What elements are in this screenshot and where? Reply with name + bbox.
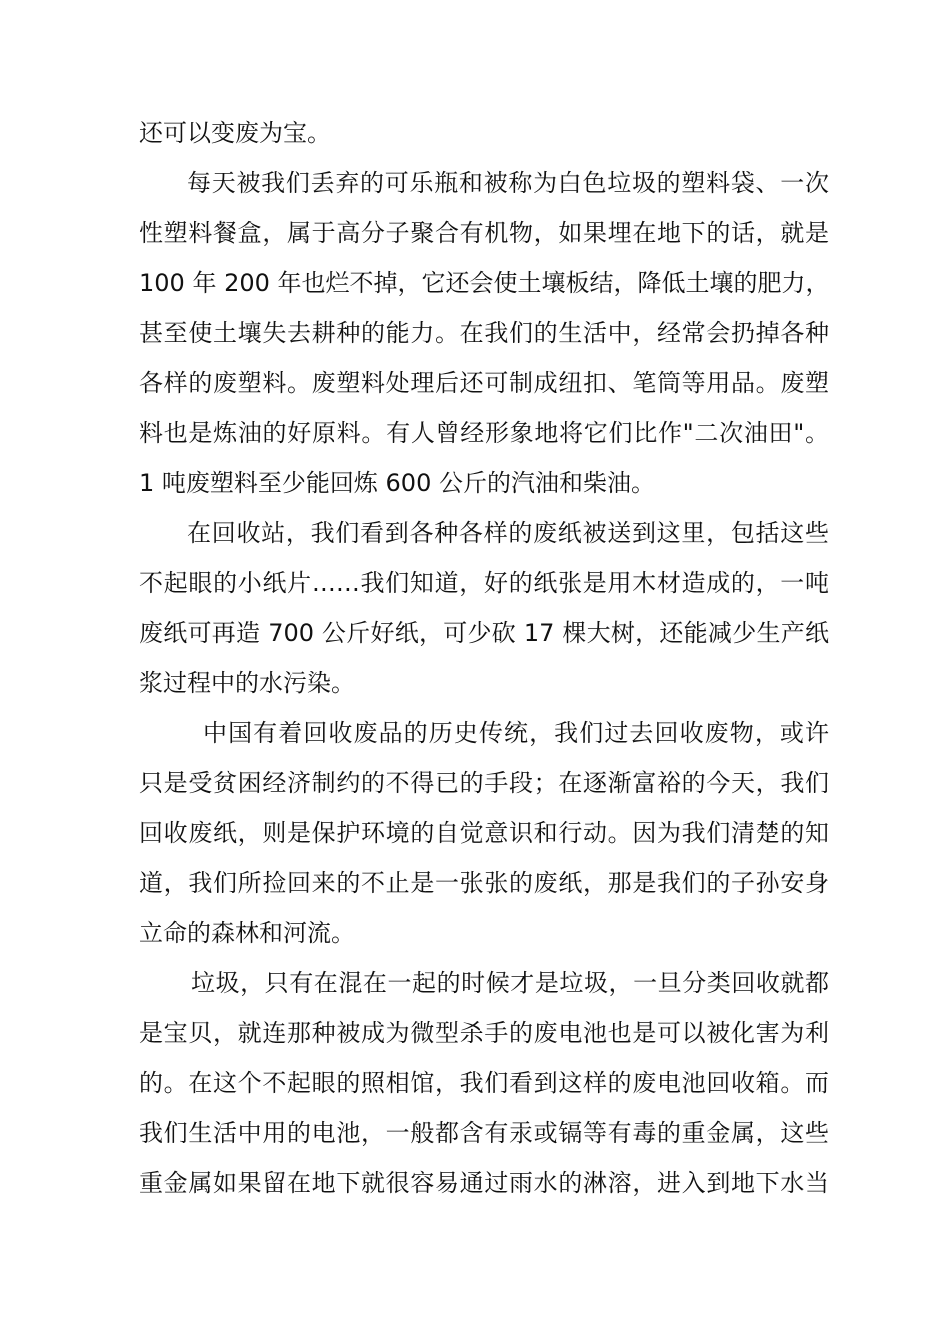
paragraph-line: 性塑料餐盒，属于高分子聚合有机物，如果埋在地下的话，就是 [139,219,829,247]
paragraph-line: 垃圾，只有在混在一起的时候才是垃圾，一旦分类回收就都 [191,969,829,997]
paragraph-line: 道，我们所捡回来的不止是一张张的废纸，那是我们的子孙安身 [139,869,829,897]
paragraph-line: 立命的森林和河流。 [139,919,355,947]
paragraph-line: 不起眼的小纸片……我们知道，好的纸张是用木材造成的，一吨 [139,569,829,597]
paragraph-line: 甚至使土壤失去耕种的能力。在我们的生活中，经常会扔掉各种 [139,319,829,347]
paragraph-line: 还可以变废为宝。 [139,119,331,147]
paragraph-line: 每天被我们丢弃的可乐瓶和被称为白色垃圾的塑料袋、一次 [187,169,829,197]
paragraph-line: 重金属如果留在地下就很容易通过雨水的淋溶，进入到地下水当 [139,1169,829,1197]
paragraph-line: 在回收站，我们看到各种各样的废纸被送到这里，包括这些 [187,519,829,547]
paragraph-line: 中国有着回收废品的历史传统，我们过去回收废物，或许 [203,719,829,747]
paragraph-line: 只是受贫困经济制约的不得已的手段；在逐渐富裕的今天，我们 [139,769,829,797]
paragraph-line: 料也是炼油的好原料。有人曾经形象地将它们比作"二次油田"。 [139,419,829,447]
paragraph-3 [139,508,829,708]
paragraph-1 [139,108,829,158]
paragraph-line: 的。在这个不起眼的照相馆，我们看到这样的废电池回收箱。而 [139,1069,829,1097]
paragraph-line: 1 吨废塑料至少能回炼 600 公斤的汽油和柴油。 [139,469,655,497]
paragraph-line: 是宝贝，就连那种被成为微型杀手的废电池也是可以被化害为利 [139,1019,829,1047]
paragraph-line: 回收废纸，则是保护环境的自觉意识和行动。因为我们清楚的知 [139,819,829,847]
paragraph-line: 废纸可再造 700 公斤好纸，可少砍 17 棵大树，还能减少生产纸 [139,619,829,647]
paragraph-line: 100 年 200 年也烂不掉，它还会使土壤板结，降低土壤的肥力， [139,269,830,297]
paragraph-line: 各样的废塑料。废塑料处理后还可制成纽扣、笔筒等用品。废塑 [139,369,829,397]
paragraph-line: 我们生活中用的电池，一般都含有汞或镉等有毒的重金属，这些 [139,1119,829,1147]
document-body [139,108,829,1208]
paragraph-2 [139,158,829,508]
paragraph-4 [139,708,829,958]
paragraph-5 [139,958,829,1208]
paragraph-line: 浆过程中的水污染。 [139,669,355,697]
